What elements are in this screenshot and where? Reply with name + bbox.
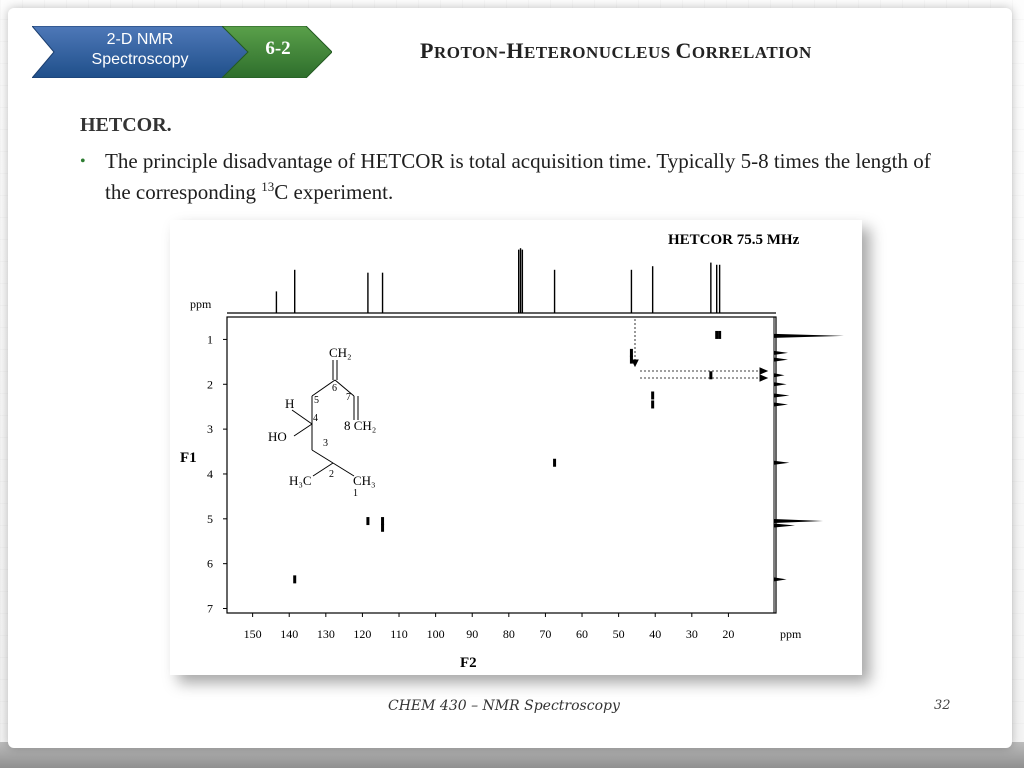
f2-tick-label: 90: [466, 627, 479, 641]
title-part: ETERONUCLEUS: [523, 43, 676, 62]
f1-tick-label: 2: [207, 377, 213, 392]
title-part: ROTON: [433, 43, 499, 62]
top-1d-carbon-spectrum: [276, 248, 719, 313]
molecule-label: H₃C: [289, 473, 312, 488]
f1-axis-ticks: [207, 332, 227, 615]
side-1d-proton-spectrum: [774, 334, 844, 582]
f2-tick-label: 140: [280, 627, 299, 641]
f1-tick-label: 7: [207, 601, 213, 616]
molecule-label: 7: [346, 392, 351, 403]
molecule-label: CH₂: [329, 345, 352, 360]
f2-tick-label: 100: [426, 627, 445, 641]
molecule-label: HO: [268, 429, 287, 444]
f1-tick-label: 4: [207, 466, 213, 481]
top-axis-unit: ppm: [190, 297, 212, 311]
f2-tick-label: 30: [685, 627, 698, 641]
section-tag-label: [60, 30, 220, 70]
f2-tick-label: 40: [649, 627, 662, 641]
cross-peak: [715, 331, 718, 339]
bullet-text: [105, 146, 955, 208]
cross-peak: [293, 575, 296, 583]
section-tag-line2: Spectroscopy: [91, 51, 189, 68]
molecule-label: 6: [332, 383, 337, 394]
cross-peaks: [293, 331, 721, 583]
section-tag-line1: 2-D NMR: [106, 31, 174, 48]
bond: [294, 424, 312, 436]
f2-tick-label: 150: [243, 627, 262, 641]
f2-axis-unit: ppm: [780, 627, 802, 641]
cross-peak: [553, 459, 556, 467]
f2-tick-label: 50: [612, 627, 625, 641]
side-spectrum-peak: [774, 519, 823, 523]
molecule-label: CH₃: [353, 473, 376, 488]
title-part: -H: [498, 38, 524, 63]
footer-course: CHEM 430 – NMR Spectroscopy: [388, 698, 620, 714]
side-spectrum-peak: [774, 351, 788, 355]
f1-tick-label: 6: [207, 556, 213, 571]
f2-tick-label: 70: [539, 627, 552, 641]
f2-tick-label: 60: [576, 627, 589, 641]
figure-title: HETCOR 75.5 MHz: [668, 232, 800, 248]
correlation-arrows: [632, 319, 767, 381]
cross-peak: [381, 524, 384, 532]
plot-frame: [227, 317, 776, 613]
bullet-text-part: C experiment.: [274, 180, 394, 204]
molecule-label: 3: [323, 438, 328, 449]
side-spectrum-peak: [774, 373, 785, 377]
f1-tick-label: 5: [207, 511, 213, 526]
f2-tick-label: 110: [390, 627, 408, 641]
section-number: 6-2: [265, 38, 291, 59]
side-spectrum-peak: [774, 577, 787, 581]
molecule-label: 2: [329, 469, 334, 480]
title-part: ORRELATION: [691, 43, 812, 62]
side-spectrum-peak: [774, 393, 789, 397]
cross-peak: [651, 391, 654, 399]
f1-tick-label: 1: [207, 332, 213, 347]
bond: [333, 463, 354, 476]
f2-tick-label: 120: [353, 627, 372, 641]
side-spectrum-peak: [774, 334, 844, 338]
bullet-text-part: The principle disadvantage of HETCOR is total acquisition time. Typically 5-8 times the length of the corresponding: [105, 149, 931, 204]
f2-tick-label: 80: [502, 627, 515, 641]
f1-axis-label: F1: [180, 450, 197, 466]
bond: [292, 410, 312, 424]
hetcor-plot: [170, 220, 862, 675]
molecule-labels: [268, 345, 376, 499]
hetcor-spectrum-figure: [170, 220, 862, 675]
arrowhead-icon: [760, 368, 767, 374]
cross-peak: [718, 331, 721, 339]
page-number: 32: [934, 698, 951, 713]
cross-peak: [366, 517, 369, 525]
molecule-label: 5: [314, 395, 319, 406]
side-spectrum-peak: [774, 524, 795, 528]
f2-tick-label: 20: [722, 627, 735, 641]
bullet-dot-icon: •: [80, 153, 86, 170]
side-spectrum-peak: [774, 358, 788, 362]
side-spectrum-peak: [774, 402, 788, 406]
title-part: C: [675, 38, 692, 63]
molecule-label: 8 CH₂: [344, 418, 377, 433]
f2-axis-label: F2: [460, 655, 477, 671]
side-spectrum-peak: [774, 382, 787, 386]
content-heading: HETCOR.: [80, 114, 172, 136]
slide-title: [420, 38, 812, 64]
bond: [335, 380, 354, 396]
arrowhead-icon: [760, 375, 767, 381]
cross-peak: [651, 400, 654, 408]
f2-axis-ticks: [244, 613, 735, 641]
title-part: P: [420, 38, 434, 63]
f1-tick-label: 3: [207, 422, 213, 437]
molecule-label: 1: [353, 488, 358, 499]
bond: [312, 450, 333, 463]
isotope-superscript: 13: [261, 179, 275, 194]
molecule-label: 4: [313, 413, 318, 424]
f2-tick-label: 130: [316, 627, 335, 641]
molecule-label: H: [285, 396, 295, 411]
side-spectrum-peak: [774, 461, 789, 465]
